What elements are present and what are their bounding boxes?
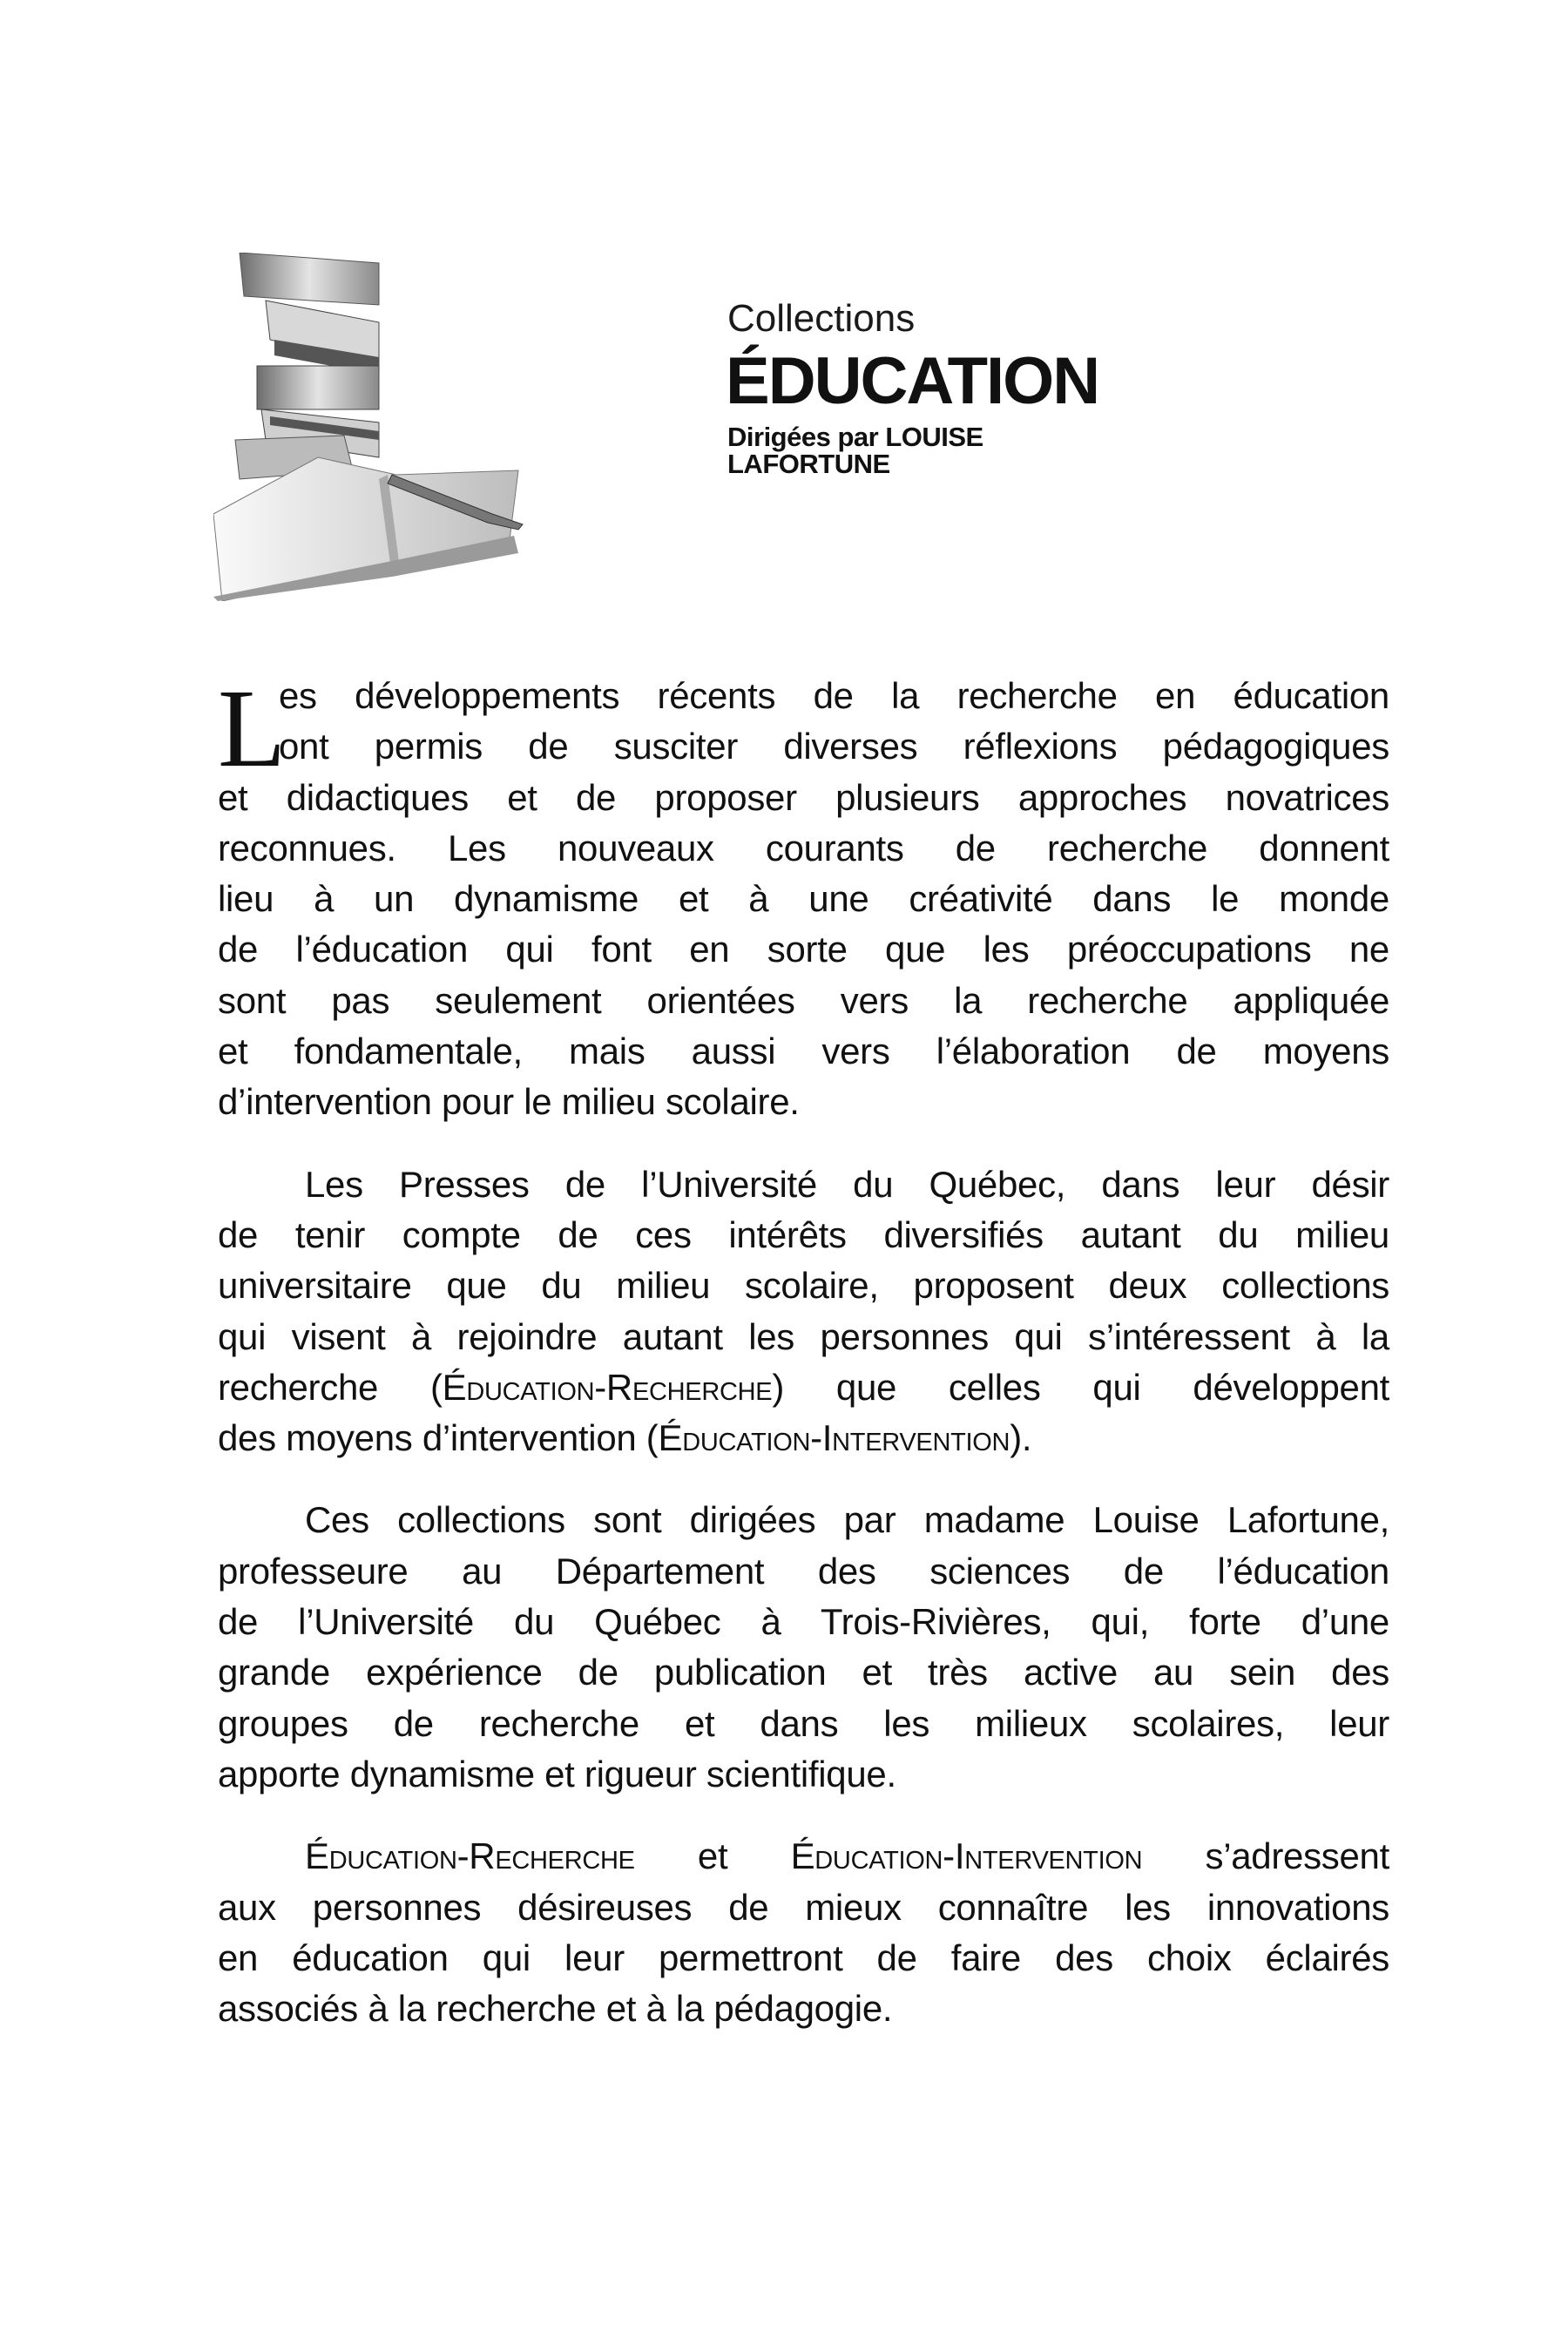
collection-logo <box>213 253 1099 601</box>
text-segment: et fondamentale, mais aussi vers l’élaboration de moyens <box>218 1031 1389 1072</box>
paragraph <box>218 666 1389 1128</box>
text-segment: Les Presses de l’Université du Québec, dans leur désir <box>305 1163 1389 1205</box>
logo-directed-prefix: Dirigées par <box>727 422 879 452</box>
text-line <box>218 1413 1389 1463</box>
text-segment: et didactiques et de proposer plusieurs approches novatrices <box>218 776 1389 818</box>
text-line <box>218 823 1389 874</box>
text-segment: sont pas seulement orientées vers la recherche appliquée <box>218 979 1389 1021</box>
text-line <box>218 976 1389 1026</box>
text-line <box>218 1026 1389 1077</box>
paragraph <box>218 1495 1389 1800</box>
text-segment: lieu à un dynamisme et à une créativité dans le monde <box>218 878 1389 920</box>
text-line <box>218 773 1389 823</box>
collection-name: Éducation-Intervention <box>658 1417 1010 1459</box>
text-segment: associés à la recherche et à la pédagogie. <box>218 1988 893 2030</box>
body-text <box>218 666 1389 2065</box>
text-line <box>218 1546 1389 1597</box>
text-segment: qui visent à rejoindre autant les personnes qui s’intéressent à la <box>218 1315 1389 1357</box>
text-segment: d’intervention pour le milieu scolaire. <box>218 1081 800 1123</box>
text-line <box>218 1984 1389 2034</box>
text-segment: de l’éducation qui font en sorte que les préoccupations ne <box>218 929 1389 970</box>
text-line <box>218 1210 1389 1260</box>
text-segment: ont permis de susciter diverses réflexions pédagogiques <box>279 726 1389 767</box>
text-line <box>218 1597 1389 1647</box>
logo-director-name: LOUISE LAFORTUNE <box>727 422 983 479</box>
text-segment: apporte dynamisme et rigueur scientifique. <box>218 1753 896 1794</box>
paragraph <box>218 1831 1389 2034</box>
text-segment: ). <box>1010 1417 1032 1459</box>
drop-cap: L <box>218 666 287 790</box>
text-line <box>218 721 1389 772</box>
text-line <box>218 1495 1389 1545</box>
text-segment: universitaire que du milieu scolaire, proposent deux collections <box>218 1265 1389 1307</box>
text-line <box>218 924 1389 975</box>
text-line <box>218 1699 1389 1749</box>
logo-title: ÉDUCATION <box>726 344 1099 418</box>
text-line <box>218 671 1389 721</box>
text-line <box>218 874 1389 924</box>
text-segment: Ces collections sont dirigées par madame Louise Lafortune, <box>305 1499 1389 1541</box>
text-segment: de tenir compte de ces intérêts diversifiés autant du milieu <box>218 1213 1389 1255</box>
text-segment: ) que celles qui développent <box>772 1366 1389 1408</box>
text-line <box>218 1077 1389 1127</box>
text-line <box>218 1831 1389 1882</box>
text-segment: grande expérience de publication et très active au sein des <box>218 1652 1389 1693</box>
paragraph <box>218 1159 1389 1464</box>
text-line <box>218 1159 1389 1210</box>
text-line <box>218 1933 1389 1984</box>
text-segment: aux personnes désireuses de mieux connaître les innovations <box>218 1886 1389 1928</box>
collection-name: Éducation-Recherche <box>305 1835 635 1877</box>
collection-name: Éducation-Recherche <box>442 1366 773 1408</box>
logo-collections-label: Collections <box>727 297 916 340</box>
text-line <box>218 1260 1389 1311</box>
text-segment: et <box>634 1835 791 1877</box>
text-segment: de l’Université du Québec à Trois-Rivières, qui, forte d’une <box>218 1601 1389 1643</box>
text-segment: groupes de recherche et dans les milieux scolaires, leur <box>218 1702 1389 1744</box>
collection-name: Éducation-Intervention <box>790 1835 1143 1877</box>
logo-directed-by <box>727 423 997 477</box>
text-segment: professeure au Département des sciences de l’éducation <box>218 1550 1389 1592</box>
books-illustration-icon <box>213 253 736 601</box>
text-segment: en éducation qui leur permettront de faire des choix éclairés <box>218 1936 1389 1978</box>
text-segment: recherche ( <box>218 1366 443 1408</box>
text-segment: reconnues. Les nouveaux courants de recherche donnent <box>218 827 1389 868</box>
text-line <box>218 1749 1389 1800</box>
text-segment: des moyens d’intervention ( <box>218 1417 659 1459</box>
text-segment: s’adressent <box>1142 1835 1389 1877</box>
text-line <box>218 1647 1389 1698</box>
text-segment: es développements récents de la recherche en éducation <box>279 675 1389 716</box>
text-line <box>218 1312 1389 1362</box>
text-line <box>218 1362 1389 1413</box>
text-line <box>218 1882 1389 1933</box>
